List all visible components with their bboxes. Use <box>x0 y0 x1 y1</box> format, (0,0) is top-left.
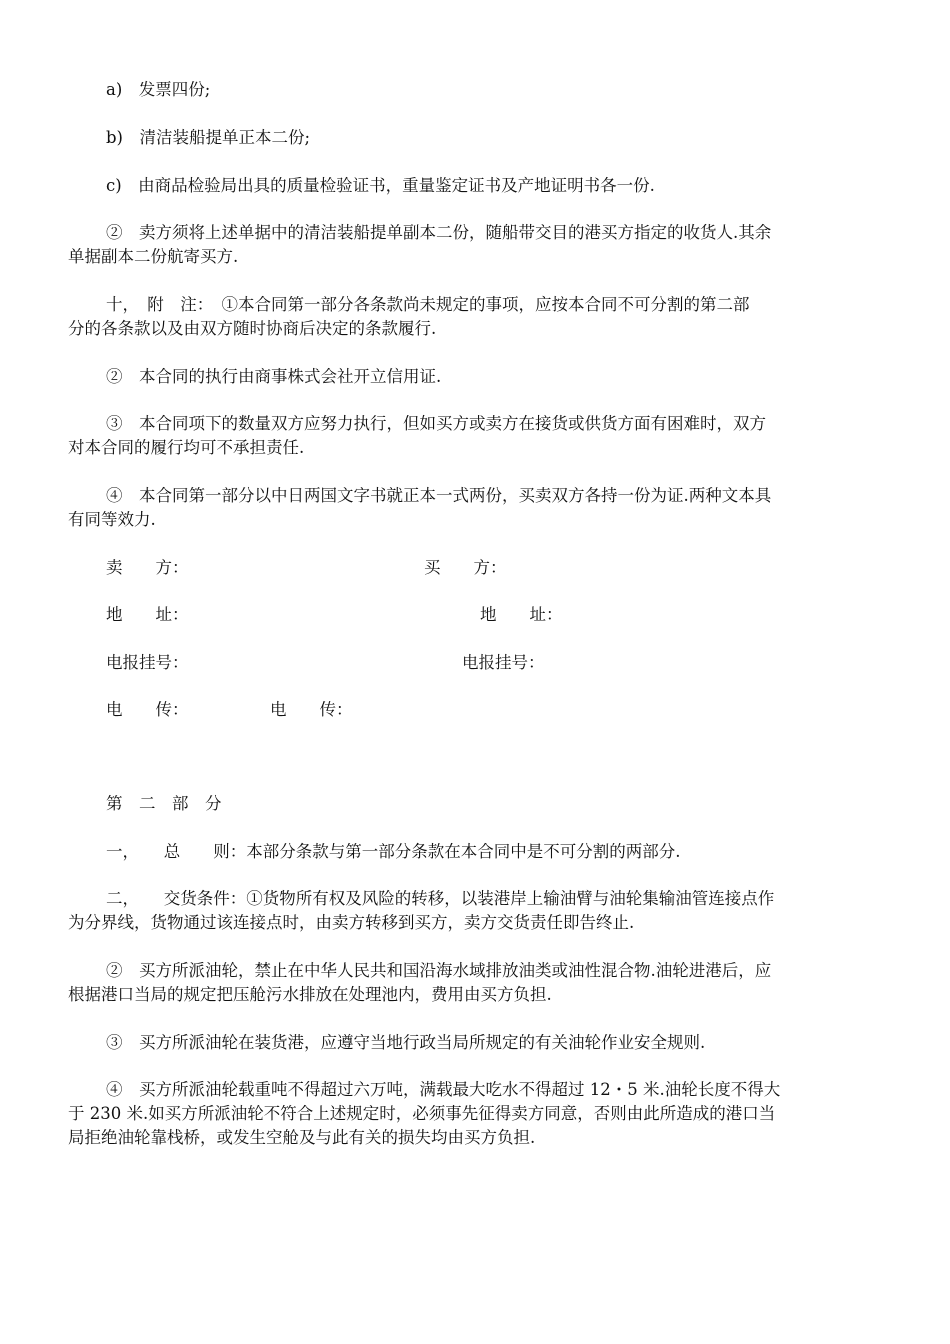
item-b: b) 清洁装船提单正本二份; <box>106 128 311 147</box>
buyer-telex-label: 电 传： <box>270 700 353 719</box>
part-2-section-2-line-2: 为分界线，货物通过该连接点时，由卖方转移到买方，卖方交货责任即告终止. <box>68 913 635 932</box>
section-10-line-2: 分的各条款以及由双方随时协商后决定的条款履行. <box>68 319 437 338</box>
item-a: a) 发票四份; <box>106 80 211 99</box>
item-c: c) 由商品检验局出具的质量检验证书，重量鉴定证书及产地证明书各一份. <box>106 176 655 195</box>
part-2-clause-4-line-2: 于 230 米.如买方所派油轮不符合上述规定时，必须事先征得卖方同意，否则由此所造成的港口当 <box>68 1104 776 1123</box>
part-2-clause-2-line-2: 根据港口当局的规定把压舱污水排放在处理池内，费用由买方负担. <box>68 985 552 1004</box>
section-10-clause-4-line-2: 有同等效力. <box>68 510 156 529</box>
section-10-clause-3-line-2: 对本合同的履行均可不承担责任. <box>68 438 305 457</box>
buyer-cable-label: 电报挂号： <box>462 653 545 672</box>
part-2-section-1: 一， 总 则：本部分条款与第一部分条款在本合同中是不可分割的两部分. <box>106 842 681 861</box>
part-2-clause-2-line-1: ② 买方所派油轮，禁止在中华人民共和国沿海水域排放油类或油性混合物.油轮进港后，应 <box>106 961 772 980</box>
section-10-line-1: 十， 附 注： ①本合同第一部分各条款尚未规定的事项，应按本合同不可分割的第二部 <box>106 295 750 314</box>
clause-2-line-1: ② 卖方须将上述单据中的清洁装船提单副本二份，随船带交目的港买方指定的收货人.其余 <box>106 223 772 242</box>
clause-2-line-2: 单据副本二份航寄买方. <box>68 247 239 266</box>
buyer-label: 买 方： <box>424 558 507 577</box>
part-2-section-2-line-1: 二， 交货条件：①货物所有权及风险的转移，以装港岸上输油臂与油轮集输油管连接点作 <box>106 889 775 908</box>
section-10-clause-3-line-1: ③ 本合同项下的数量双方应努力执行，但如买方或卖方在接货或供货方面有困难时，双方 <box>106 414 766 433</box>
part-2-clause-4-line-3: 局拒绝油轮靠栈桥，或发生空舱及与此有关的损失均由买方负担. <box>68 1128 536 1147</box>
seller-label: 卖 方： <box>106 558 189 577</box>
seller-address-label: 地 址： <box>106 605 189 624</box>
seller-telex-label: 电 传： <box>106 700 189 719</box>
section-10-clause-2: ② 本合同的执行由商事株式会社开立信用证. <box>106 367 442 386</box>
seller-cable-label: 电报挂号： <box>106 653 189 672</box>
part-2-clause-3: ③ 买方所派油轮在装货港，应遵守当地行政当局所规定的有关油轮作业安全规则. <box>106 1033 706 1052</box>
part-2-title: 第 二 部 分 <box>106 794 222 813</box>
section-10-clause-4-line-1: ④ 本合同第一部分以中日两国文字书就正本一式两份，买卖双方各持一份为证.两种文本具 <box>106 486 772 505</box>
buyer-address-label: 地 址： <box>480 605 563 624</box>
part-2-clause-4-line-1: ④ 买方所派油轮载重吨不得超过六万吨，满载最大吃水不得超过 12・5 米.油轮长度不得大 <box>106 1080 781 1099</box>
